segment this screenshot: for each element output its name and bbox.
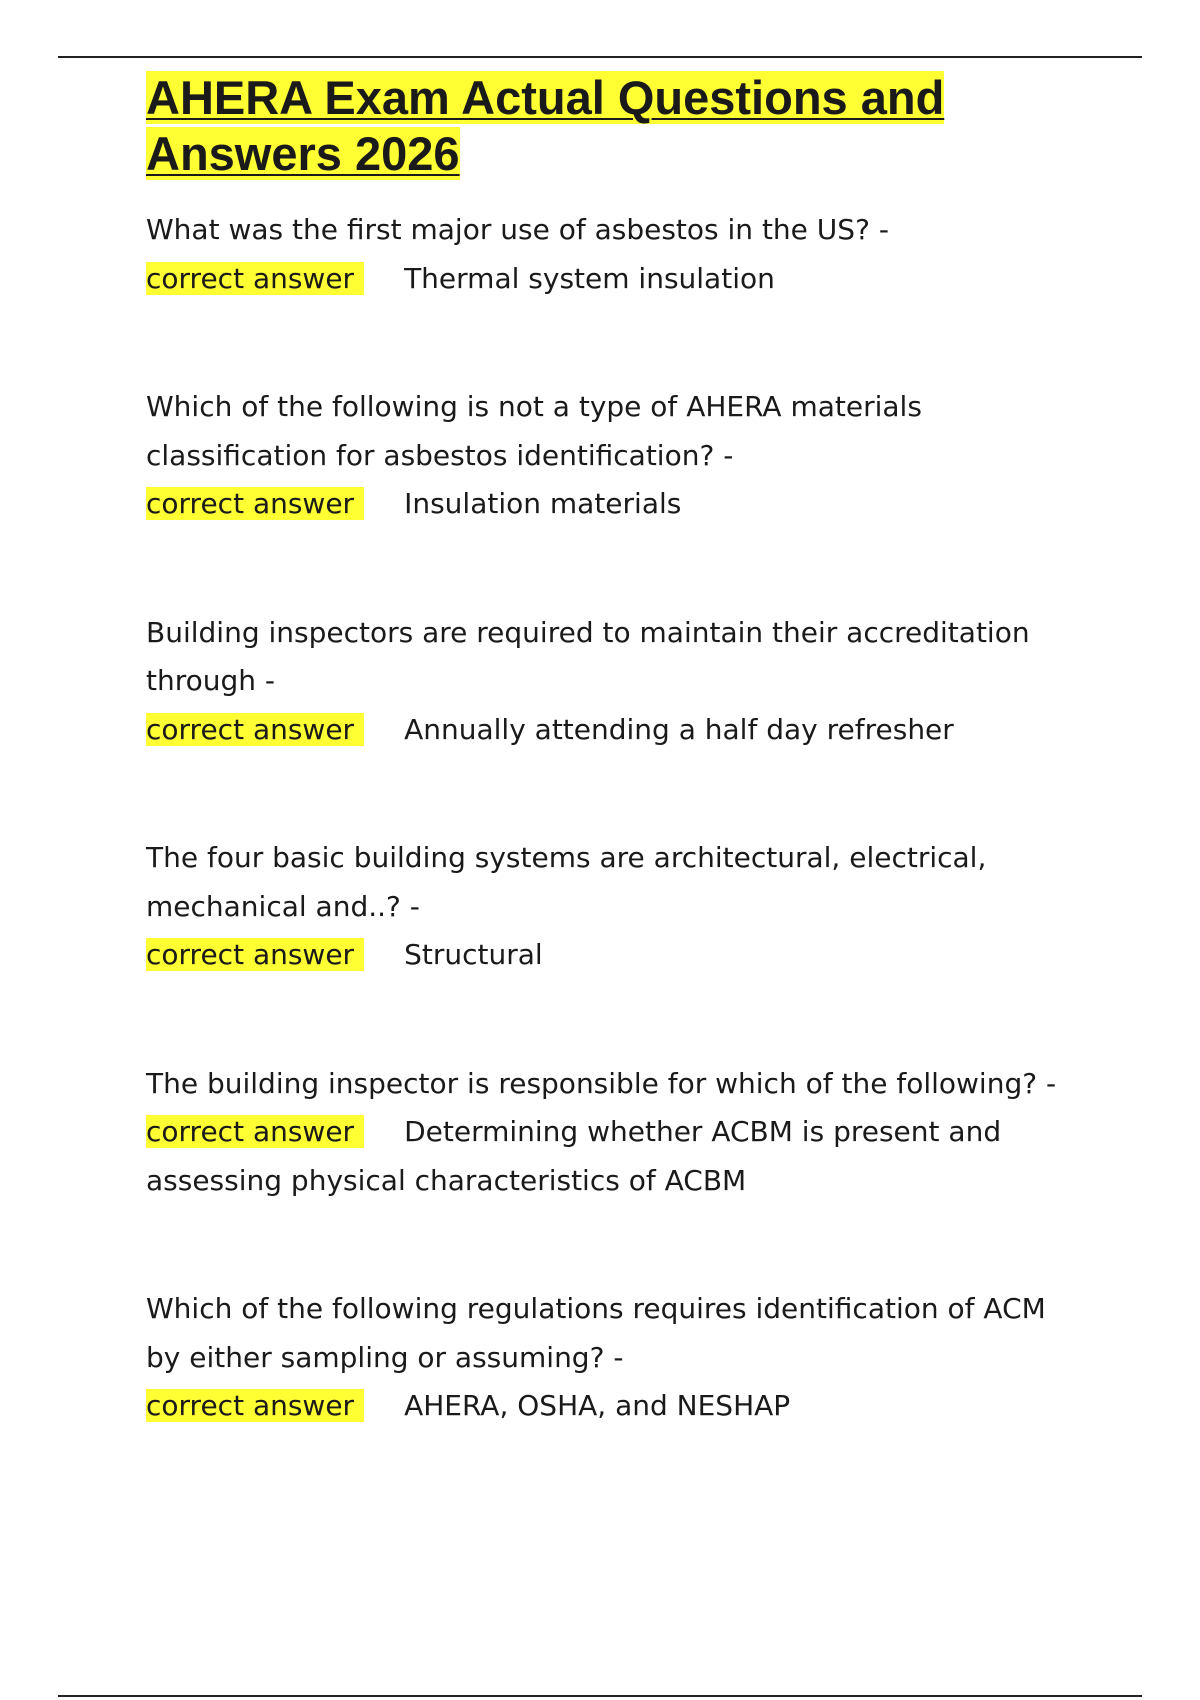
- correct-answer-label: correct answer: [146, 1389, 364, 1422]
- top-rule: [58, 56, 1142, 58]
- qa-item: [146, 609, 1066, 755]
- answer-text: Insulation materials: [404, 487, 682, 520]
- answer-line: [146, 706, 1066, 755]
- document-title-text: AHERA Exam Actual Questions and Answers 2026: [146, 71, 945, 180]
- answer-line: [146, 1382, 1066, 1431]
- qa-list: [146, 206, 1066, 1431]
- answer-text: AHERA, OSHA, and NESHAP: [404, 1389, 791, 1422]
- question-text: The building inspector is responsible for which of the following? -: [146, 1066, 1057, 1100]
- bottom-rule: [58, 1695, 1142, 1697]
- question-text: Which of the following is not a type of AHERA materials classification for asbestos identification? -: [146, 390, 922, 472]
- answer-line: [146, 931, 1066, 980]
- question-text: What was the first major use of asbestos in the US? -: [146, 213, 889, 246]
- correct-answer-label: correct answer: [146, 487, 364, 520]
- question-text: The four basic building systems are architectural, electrical, mechanical and..? -: [146, 841, 987, 923]
- qa-item: [146, 834, 1066, 980]
- qa-item: [146, 1285, 1066, 1431]
- answer-text: Thermal system insulation: [404, 261, 775, 295]
- qa-item: [146, 383, 1066, 529]
- question-text: Building inspectors are required to maintain their accreditation through -: [146, 615, 1030, 697]
- qa-item: [146, 206, 1066, 303]
- document-title: [146, 70, 1066, 182]
- answer-text: Determining whether ACBM is present and assessing physical characteristics of ACBM: [146, 1115, 1002, 1197]
- correct-answer-label: correct answer: [146, 1115, 364, 1148]
- answer-line: [146, 255, 1066, 304]
- answer-text: Structural: [404, 938, 543, 971]
- answer-line: [146, 480, 1066, 529]
- question-text: Which of the following regulations requires identification of ACM by either sampling or assuming? -: [146, 1292, 1046, 1374]
- correct-answer-label: correct answer: [146, 262, 364, 295]
- document-body: [146, 70, 1066, 1511]
- answer-text: Annually attending a half day refresher: [404, 712, 954, 746]
- qa-item: [146, 1060, 1066, 1206]
- correct-answer-label: correct answer: [146, 713, 364, 746]
- correct-answer-label: correct answer: [146, 938, 364, 971]
- answer-line: [146, 1108, 1066, 1205]
